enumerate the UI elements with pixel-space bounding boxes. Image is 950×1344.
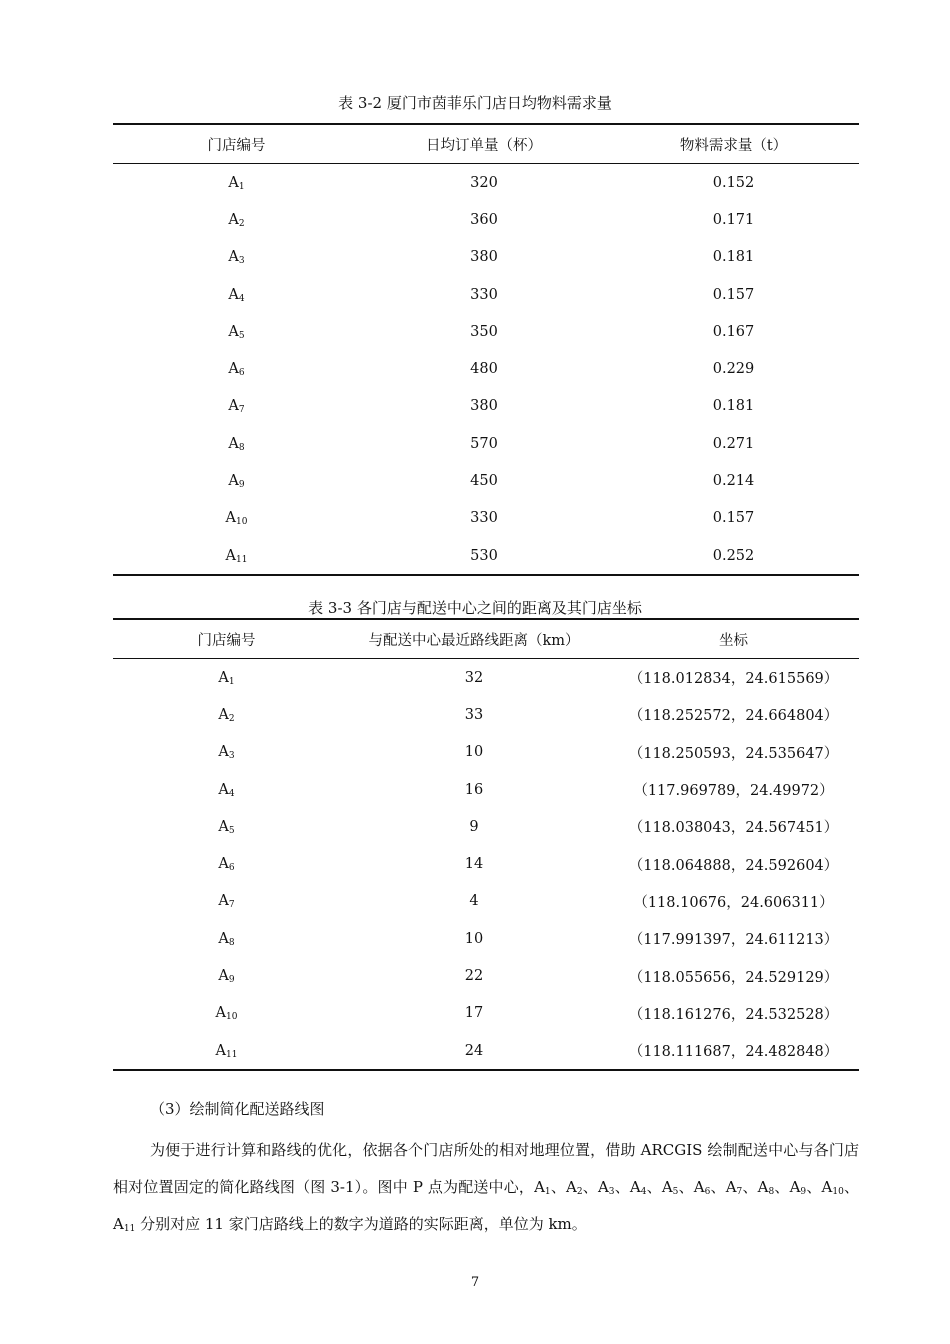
body-text-run: 分别对应 11 家门店路线上的数字为道路的实际距离，单位为 km。 (135, 1215, 587, 1233)
store-subscript: 5 (238, 330, 245, 341)
store-letter: A (218, 856, 229, 873)
store-subscript: 9 (228, 975, 235, 986)
body-text-run: A (757, 1178, 769, 1196)
table-row (113, 845, 859, 882)
store-id-cell (113, 920, 340, 957)
distance-cell: 33 (464, 706, 484, 723)
store-letter: A (228, 361, 239, 378)
demand-cell: 0.157 (712, 510, 755, 527)
table2-caption: 表 3-3 各门店与配送中心之间的距离及其门店坐标 (308, 599, 642, 617)
orders-cell: 330 (470, 510, 498, 527)
store-id-cell (113, 239, 360, 276)
store-subscript: 3 (608, 1187, 615, 1197)
store-subscript: 9 (238, 480, 245, 491)
section-heading: （3）绘制简化配送路线图 (150, 1100, 325, 1118)
store-letter: A (218, 744, 229, 761)
orders-cell: 530 (470, 547, 498, 564)
store-letter: A (215, 1005, 227, 1022)
coordinate-cell: （118.161276，24.532528） (628, 1006, 839, 1023)
coordinate-cell: （118.250593，24.535647） (628, 745, 839, 762)
table1-header-orders: 日均订单量（杯） (360, 124, 608, 164)
table-row (113, 995, 859, 1032)
distance-cell: 32 (464, 669, 484, 686)
store-subscript: 11 (236, 554, 248, 565)
store-letter: A (225, 510, 237, 527)
store-id-cell (113, 883, 340, 920)
demand-cell: 0.252 (712, 547, 755, 564)
body-text-run: A (629, 1178, 641, 1196)
store-letter: A (228, 174, 239, 191)
store-letter: A (228, 249, 239, 266)
store-letter: A (218, 706, 229, 723)
body-text-run: A (566, 1178, 577, 1196)
store-id-cell (113, 500, 360, 537)
demand-cell: 0.152 (712, 174, 755, 191)
store-subscript: 8 (768, 1187, 775, 1197)
store-subscript: 9 (800, 1187, 807, 1197)
store-id-cell (113, 659, 340, 697)
body-text-run: A (725, 1178, 737, 1196)
distance-cell: 22 (464, 968, 484, 985)
store-subscript: 3 (228, 751, 235, 762)
body-text-run: A (821, 1178, 833, 1196)
table1-caption: 表 3-2 厦门市茵菲乐门店日均物料需求量 (338, 94, 612, 112)
store-subscript: 2 (576, 1187, 583, 1197)
table-row (113, 388, 859, 425)
orders-cell: 360 (470, 211, 498, 228)
table2-header-row (113, 619, 859, 659)
store-subscript: 4 (228, 788, 235, 799)
body-text-run: A (597, 1178, 609, 1196)
store-subscript: 7 (228, 900, 235, 911)
table-row (113, 500, 859, 537)
table-row (113, 537, 859, 575)
page-number: 7 (470, 1275, 480, 1290)
table2-header-distance: 与配送中心最近路线距离（km） (340, 619, 608, 659)
table-row (113, 239, 859, 276)
orders-cell: 380 (470, 249, 498, 266)
distance-cell: 10 (464, 930, 484, 947)
store-subscript: 5 (228, 825, 235, 836)
store-id-cell (113, 771, 340, 808)
orders-cell: 570 (470, 435, 498, 452)
orders-cell: 480 (470, 361, 498, 378)
store-id-cell (113, 537, 360, 575)
table-row (113, 920, 859, 957)
table-row (113, 164, 859, 202)
table-row (113, 883, 859, 920)
store-subscript: 8 (238, 442, 245, 453)
store-subscript: 10 (226, 1012, 238, 1023)
table-row (113, 957, 859, 994)
store-letter: A (228, 286, 239, 303)
table-row (113, 659, 859, 697)
store-id-cell (113, 164, 360, 202)
store-subscript: 2 (238, 218, 245, 229)
store-letter: A (215, 1042, 227, 1059)
store-letter: A (228, 435, 239, 452)
table-row (113, 313, 859, 350)
store-subscript: 8 (228, 937, 235, 948)
store-letter: A (228, 211, 239, 228)
store-subscript: 1 (544, 1187, 551, 1197)
store-subscript: 7 (736, 1187, 743, 1197)
body-paragraph (113, 1132, 859, 1243)
store-subscript: 4 (238, 293, 245, 304)
store-subscript: 5 (672, 1187, 679, 1197)
orders-cell: 350 (470, 323, 498, 340)
store-subscript: 6 (704, 1187, 711, 1197)
demand-cell: 0.171 (712, 211, 755, 228)
store-id-cell (113, 995, 340, 1032)
demand-cell: 0.229 (712, 361, 755, 378)
table-row (113, 276, 859, 313)
orders-cell: 330 (470, 286, 498, 303)
store-subscript: 6 (228, 863, 235, 874)
body-text-run: 、 (843, 1178, 859, 1196)
store-id-cell (113, 350, 360, 387)
store-subscript: 3 (238, 256, 245, 267)
store-subscript: 7 (238, 405, 245, 416)
body-text-run: A (534, 1178, 545, 1196)
table-row (113, 734, 859, 771)
store-letter: A (228, 398, 239, 415)
coordinate-cell: （118.064888，24.592604） (628, 857, 839, 874)
store-id-cell (113, 462, 360, 499)
store-subscript: 10 (832, 1187, 844, 1197)
table-row (113, 462, 859, 499)
store-subscript: 2 (228, 713, 235, 724)
store-subscript: 6 (238, 368, 245, 379)
table1-header-demand: 物料需求量（t） (608, 124, 859, 164)
body-text-run: A (661, 1178, 673, 1196)
demand-cell: 0.167 (712, 323, 755, 340)
distance-cell: 14 (464, 856, 484, 873)
table-row (113, 425, 859, 462)
coordinate-cell: （117.991397，24.611213） (628, 932, 839, 949)
distance-cell: 16 (464, 781, 484, 798)
orders-cell: 450 (470, 473, 498, 490)
store-id-cell (113, 388, 360, 425)
store-letter: A (225, 547, 237, 564)
demand-cell: 0.271 (712, 435, 755, 452)
store-subscript: 11 (226, 1049, 238, 1060)
body-text-run: 、 (646, 1178, 662, 1196)
store-letter: A (228, 473, 239, 490)
body-text-run: A (113, 1215, 124, 1233)
store-letter: A (228, 323, 239, 340)
store-subscript: 1 (228, 676, 235, 687)
store-distance-table (113, 618, 859, 1071)
orders-cell: 380 (470, 398, 498, 415)
table-row (113, 1032, 859, 1070)
store-letter: A (218, 893, 229, 910)
store-id-cell (113, 808, 340, 845)
store-subscript: 4 (640, 1187, 647, 1197)
body-text-run: 、 (678, 1178, 694, 1196)
store-id-cell (113, 734, 340, 771)
store-demand-table (113, 123, 859, 576)
table2-header-store: 门店编号 (113, 619, 340, 659)
distance-cell: 10 (464, 744, 484, 761)
store-letter: A (218, 818, 229, 835)
body-text-run: 、 (550, 1178, 566, 1196)
coordinate-cell: （118.10676，24.606311） (633, 894, 834, 911)
store-letter: A (218, 968, 229, 985)
body-text-run: 、 (582, 1178, 598, 1196)
body-text-run: 、 (774, 1178, 790, 1196)
demand-cell: 0.214 (712, 473, 755, 490)
store-id-cell (113, 957, 340, 994)
demand-cell: 0.181 (712, 398, 755, 415)
store-id-cell (113, 696, 340, 733)
table-row (113, 201, 859, 238)
store-id-cell (113, 845, 340, 882)
store-id-cell (113, 425, 360, 462)
body-text-run: A (693, 1178, 705, 1196)
table2-header-coord: 坐标 (608, 619, 859, 659)
table1-header-store: 门店编号 (113, 124, 360, 164)
store-id-cell (113, 276, 360, 313)
store-letter: A (218, 930, 229, 947)
distance-cell: 17 (464, 1005, 484, 1022)
body-text-run: 、 (806, 1178, 822, 1196)
store-letter: A (218, 781, 229, 798)
store-id-cell (113, 313, 360, 350)
body-text-run: 、 (742, 1178, 758, 1196)
table-row (113, 808, 859, 845)
store-id-cell (113, 1032, 340, 1070)
coordinate-cell: （118.111687，24.482848） (628, 1044, 839, 1061)
coordinate-cell: （118.038043，24.567451） (628, 820, 839, 837)
body-text-run: 、 (614, 1178, 630, 1196)
coordinate-cell: （118.055656，24.529129） (628, 969, 839, 986)
distance-cell: 24 (464, 1042, 484, 1059)
table-row (113, 350, 859, 387)
body-text-run: 为便于进行计算和路线的优化，依据各个门店所处的相对地理位置，借助 ARCGIS 绘制配送中心与各门店相对位置固定的简化路线图（图 3-1）。图中 P 点为配送中心， (113, 1141, 859, 1196)
store-letter: A (218, 669, 229, 686)
body-text-run: A (789, 1178, 801, 1196)
store-subscript: 1 (238, 181, 245, 192)
coordinate-cell: （118.252572，24.664804） (628, 708, 839, 725)
coordinate-cell: （118.012834，24.615569） (628, 671, 839, 688)
table1-header-row (113, 124, 859, 164)
table-row (113, 696, 859, 733)
store-subscript: 10 (236, 517, 248, 528)
store-subscript: 11 (123, 1224, 136, 1234)
table-row (113, 771, 859, 808)
demand-cell: 0.181 (712, 249, 755, 266)
body-text-run: 、 (710, 1178, 726, 1196)
distance-cell: 9 (469, 818, 479, 835)
demand-cell: 0.157 (712, 286, 755, 303)
coordinate-cell: （117.969789，24.49972） (633, 783, 834, 800)
orders-cell: 320 (470, 174, 498, 191)
distance-cell: 4 (469, 893, 479, 910)
store-id-cell (113, 201, 360, 238)
